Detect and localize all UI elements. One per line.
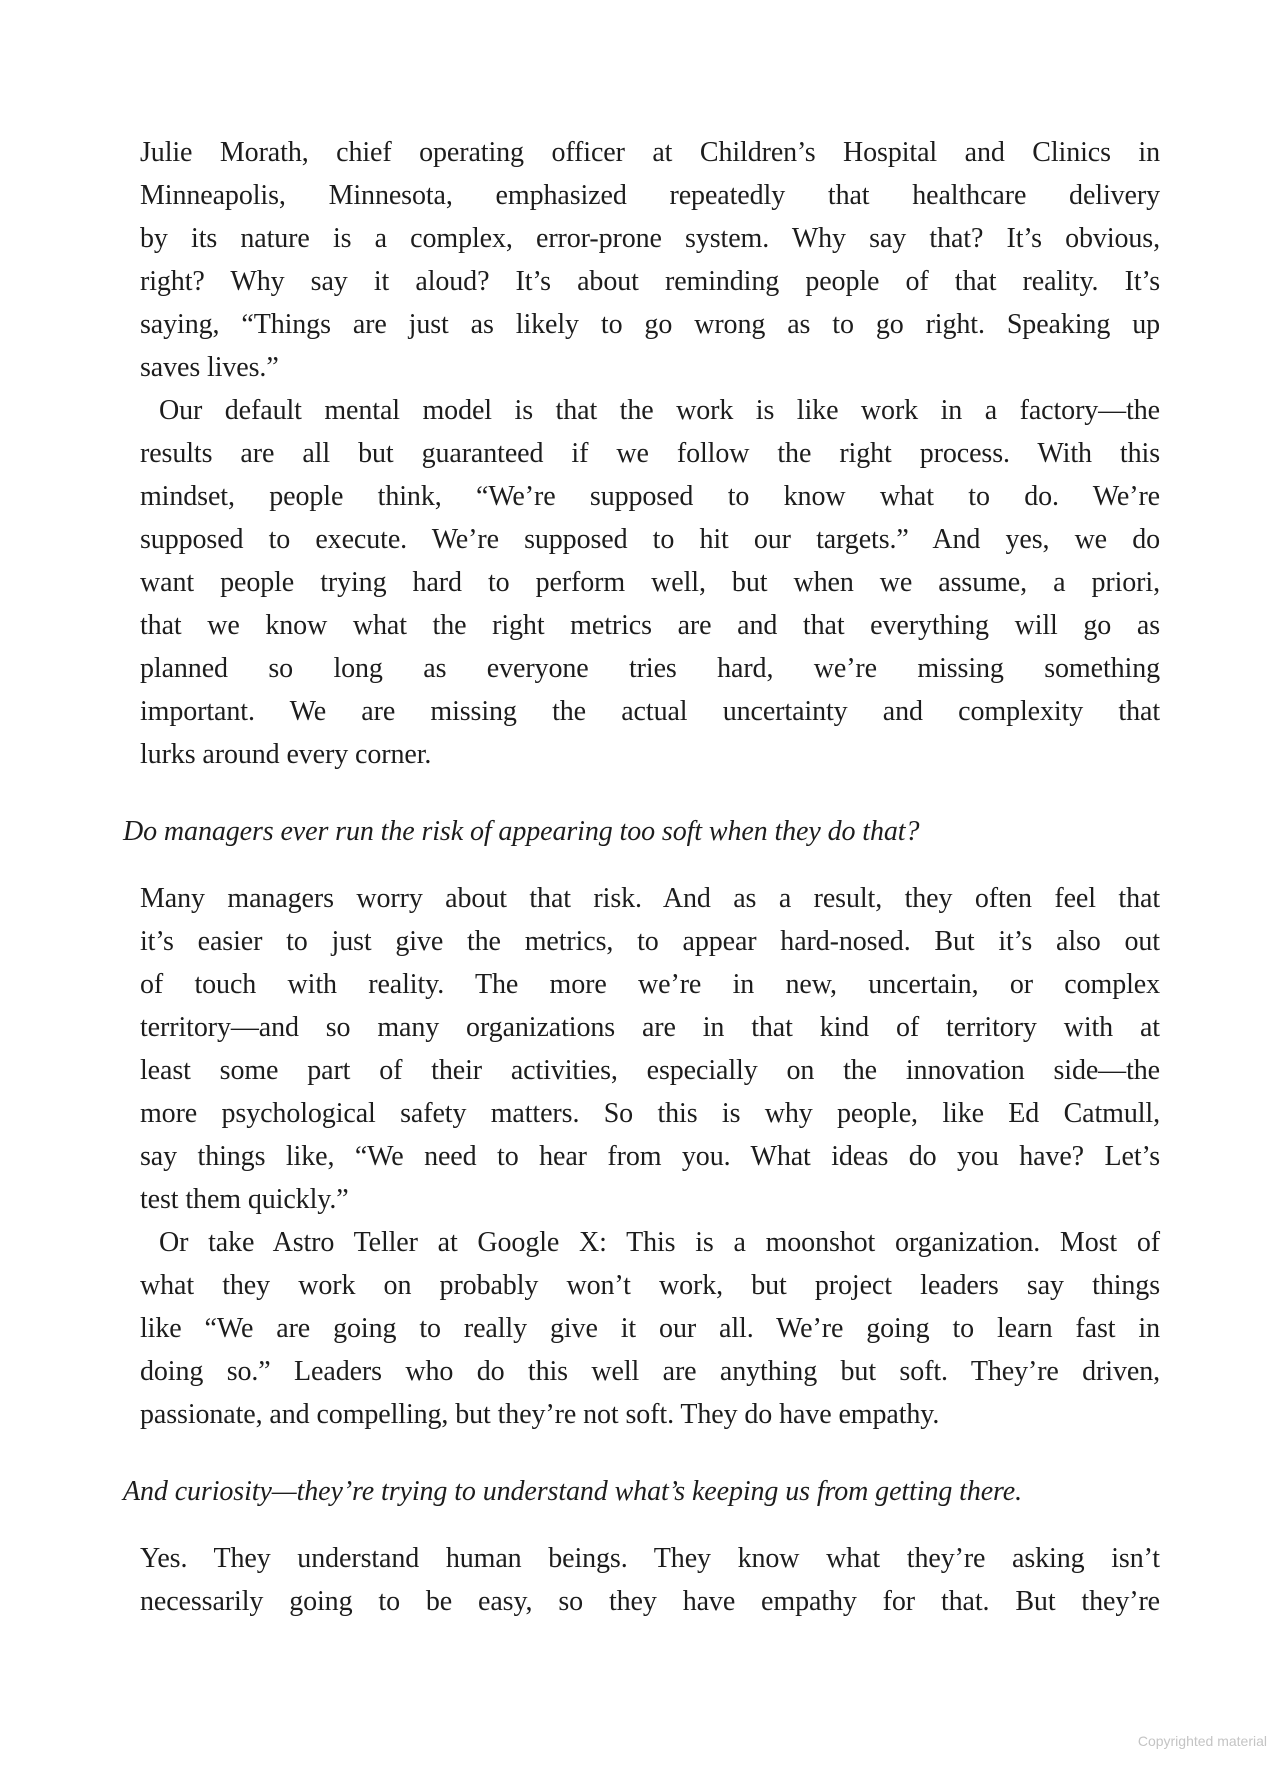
text-line: want people trying hard to perform well, but when we assume, a priori, (140, 567, 1160, 598)
copyright-watermark: Copyrighted material (1137, 1733, 1267, 1749)
page-text (123, 131, 1160, 1623)
text-line: mindset, people think, “We’re supposed to know what to do. We’re (140, 481, 1160, 512)
text-line: that we know what the right metrics are and that everything will go as (140, 610, 1160, 641)
text-line: least some part of their activities, especially on the innovation side—the (140, 1055, 1160, 1086)
text-line: Yes. They understand human beings. They know what they’re asking isn’t (140, 1543, 1160, 1574)
text-line: by its nature is a complex, error-prone system. Why say that? It’s obvious, (140, 223, 1160, 254)
text-line: results are all but guaranteed if we follow the right process. With this (140, 438, 1160, 469)
body-paragraph (140, 1221, 1160, 1436)
body-paragraph (140, 131, 1160, 389)
text-line: planned so long as everyone tries hard, we’re missing something (140, 653, 1160, 684)
text-line: territory—and so many organizations are in that kind of territory with at (140, 1012, 1160, 1043)
text-line: And curiosity—they’re trying to understand what’s keeping us from getting there. (123, 1476, 1023, 1507)
text-line: more psychological safety matters. So this is why people, like Ed Catmull, (140, 1098, 1160, 1129)
text-line: Julie Morath, chief operating officer at Children’s Hospital and Clinics in (140, 137, 1160, 168)
text-line: like “We are going to really give it our all. We’re going to learn fast in (140, 1313, 1160, 1344)
text-line: of touch with reality. The more we’re in new, uncertain, or complex (140, 969, 1160, 1000)
body-paragraph (140, 389, 1160, 776)
interview-question (123, 810, 1160, 853)
text-line: supposed to execute. We’re supposed to hit our targets.” And yes, we do (140, 524, 1160, 555)
text-line: it’s easier to just give the metrics, to appear hard-nosed. But it’s also out (140, 926, 1160, 957)
text-line: what they work on probably won’t work, but project leaders say things (140, 1270, 1160, 1301)
text-line: Minneapolis, Minnesota, emphasized repeatedly that healthcare delivery (140, 180, 1160, 211)
text-line: saves lives.” (140, 352, 279, 383)
text-line: saying, “Things are just as likely to go wrong as to go right. Speaking up (140, 309, 1160, 340)
text-line: important. We are missing the actual uncertainty and complexity that (140, 696, 1160, 727)
text-line: Or take Astro Teller at Google X: This is a moonshot organization. Most of (159, 1227, 1160, 1258)
text-line: necessarily going to be easy, so they have empathy for that. But they’re (140, 1586, 1160, 1617)
text-line: passionate, and compelling, but they’re not soft. They do have empathy. (140, 1399, 940, 1430)
text-line: lurks around every corner. (140, 739, 432, 770)
text-line: say things like, “We need to hear from you. What ideas do you have? Let’s (140, 1141, 1160, 1172)
text-line: Our default mental model is that the work is like work in a factory—the (159, 395, 1160, 426)
text-line: test them quickly.” (140, 1184, 349, 1215)
interview-question (123, 1470, 1160, 1513)
text-line: doing so.” Leaders who do this well are anything but soft. They’re driven, (140, 1356, 1160, 1387)
text-line: Do managers ever run the risk of appearing too soft when they do that? (123, 816, 920, 847)
body-paragraph (140, 877, 1160, 1221)
text-line: right? Why say it aloud? It’s about reminding people of that reality. It’s (140, 266, 1160, 297)
text-line: Many managers worry about that risk. And as a result, they often feel that (140, 883, 1160, 914)
body-paragraph (140, 1537, 1160, 1623)
